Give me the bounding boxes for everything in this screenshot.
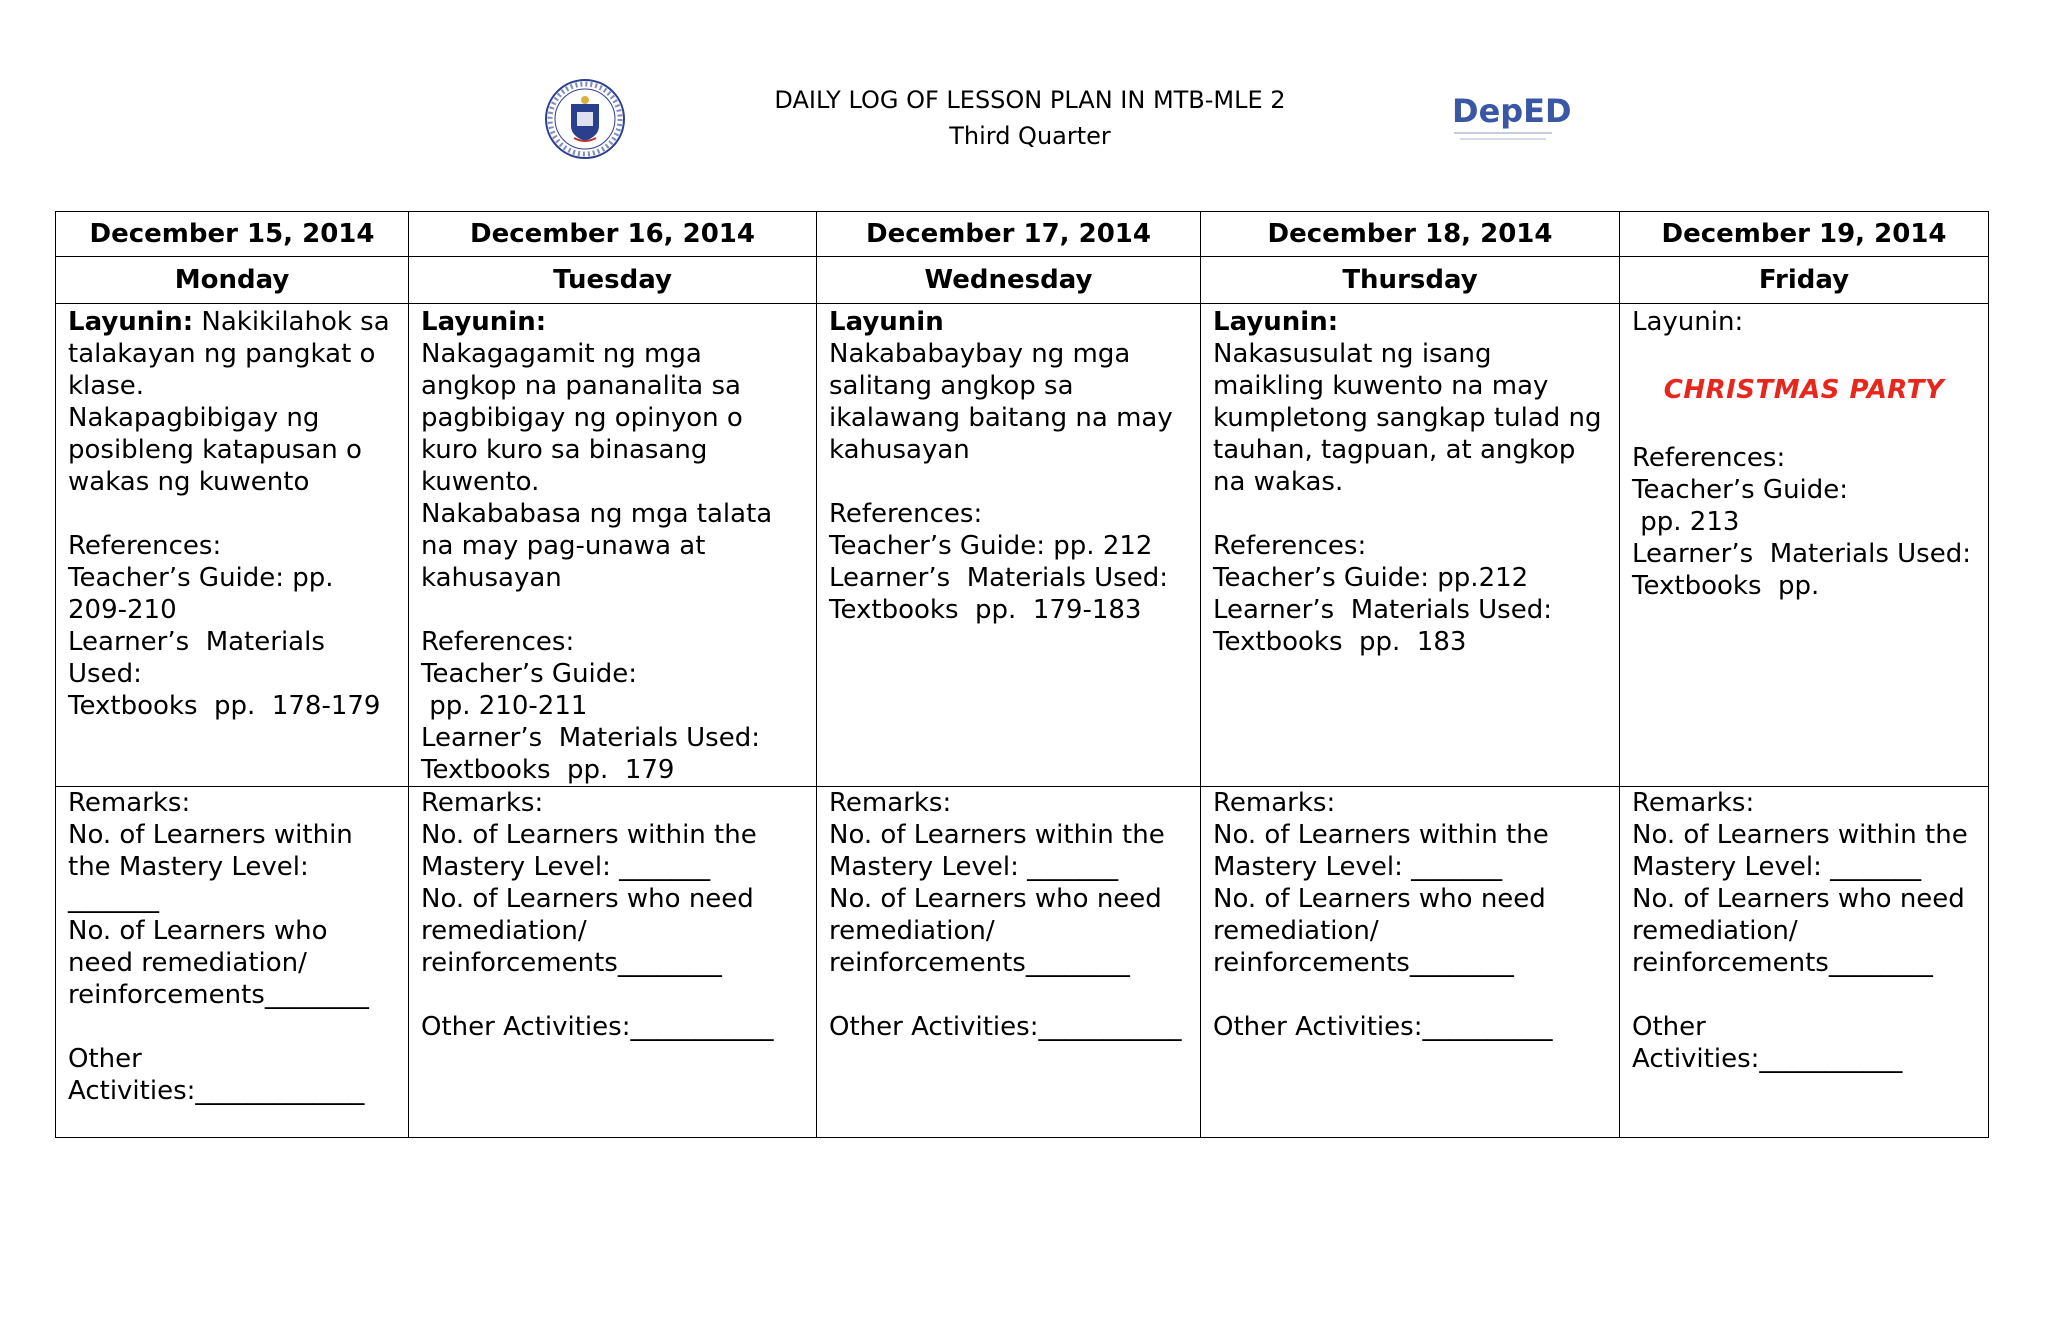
- teachers-guide: Teacher’s Guide:: [421, 659, 638, 689]
- other-activities: Other Activities:__________: [1213, 1012, 1553, 1042]
- date-cell: December 18, 2014: [1201, 212, 1620, 257]
- textbooks: Textbooks pp. 179: [421, 755, 675, 785]
- teachers-guide-pages: pp. 210-211: [421, 691, 588, 721]
- date-cell: December 15, 2014: [56, 212, 409, 257]
- day-cell: Wednesday: [817, 257, 1201, 304]
- date-header-row: [56, 212, 1989, 257]
- day-cell: Thursday: [1201, 257, 1620, 304]
- date-cell: December 19, 2014: [1620, 212, 1989, 257]
- day-header-row: [56, 257, 1989, 304]
- remarks-label: Remarks:: [1632, 788, 1755, 818]
- lesson-log-table: [55, 211, 1989, 1138]
- remarks-cell-monday: [56, 787, 409, 1138]
- remarks-cell-wednesday: [817, 787, 1201, 1138]
- teachers-guide: Teacher’s Guide: pp.212: [1213, 563, 1529, 593]
- teachers-guide: Teacher’s Guide: pp. 209-210: [68, 563, 342, 625]
- references-label: References:: [68, 531, 222, 561]
- mastery-level: No. of Learners within the Mastery Level: _______: [1213, 820, 1557, 882]
- deped-logo: [1450, 88, 1572, 146]
- remarks-row: [56, 787, 1989, 1138]
- christmas-party-banner: CHRISTMAS PARTY: [1663, 375, 1945, 405]
- objective-label: Layunin:: [68, 307, 194, 337]
- deped-seal-icon: [544, 78, 626, 160]
- objective-more: Nakapagbibigay ng posibleng katapusan o wakas ng kuwento: [68, 403, 371, 497]
- teachers-guide: Teacher’s Guide: pp. 212: [829, 531, 1153, 561]
- references-label: References:: [1632, 443, 1786, 473]
- objective-cell-monday: [56, 304, 409, 787]
- remarks-cell-friday: [1620, 787, 1989, 1138]
- references-label: References:: [1213, 531, 1367, 561]
- date-cell: December 16, 2014: [409, 212, 817, 257]
- textbooks: Textbooks pp. 183: [1213, 627, 1467, 657]
- remarks-label: Remarks:: [421, 788, 544, 818]
- remarks-label: Remarks:: [68, 788, 191, 818]
- references-label: References:: [829, 499, 983, 529]
- learners-materials: Learner’s Materials Used:: [1632, 539, 1971, 569]
- objective-cell-wednesday: [817, 304, 1201, 787]
- mastery-level: No. of Learners within the Mastery Level: _______: [1632, 820, 1976, 882]
- objectives-row: [56, 304, 1989, 787]
- objective-label: Layunin:: [1632, 307, 1744, 337]
- objective-text: Nakababaybay ng mga salitang angkop sa ikalawang baitang na may kahusayan: [829, 339, 1181, 465]
- objective-text: Nakasusulat ng isang maikling kuwento na may kumpletong sangkap tulad ng tauhan, tagpuan, at angkop na wakas.: [1213, 339, 1610, 497]
- objective-label: Layunin:: [1213, 307, 1339, 337]
- other-activities: Other Activities:___________: [421, 1012, 774, 1042]
- document-subtitle: Third Quarter: [949, 122, 1111, 150]
- deped-logo-text: DepED: [1452, 92, 1572, 130]
- other-activities: Other Activities:___________: [1632, 1012, 1903, 1074]
- remediation: No. of Learners who need remediation/ reinforcements________: [421, 884, 763, 978]
- textbooks: Textbooks pp.: [1632, 571, 1820, 601]
- objective-cell-tuesday: [409, 304, 817, 787]
- remarks-label: Remarks:: [1213, 788, 1336, 818]
- objective-cell-thursday: [1201, 304, 1620, 787]
- teachers-guide-pages: pp. 213: [1632, 507, 1740, 537]
- objective-label: Layunin:: [421, 307, 547, 337]
- references-label: References:: [421, 627, 575, 657]
- objective-label: Layunin: [829, 307, 944, 337]
- textbooks: Textbooks pp. 178-179: [68, 691, 381, 721]
- document-title: DAILY LOG OF LESSON PLAN IN MTB-MLE 2: [774, 86, 1286, 114]
- other-activities: Other Activities:___________: [829, 1012, 1182, 1042]
- teachers-guide: Teacher’s Guide:: [1632, 475, 1849, 505]
- other-activities: Other Activities:_____________: [68, 1044, 365, 1106]
- learners-materials: Learner’s Materials Used:: [68, 627, 334, 689]
- mastery-level: No. of Learners within the Mastery Level: _______: [421, 820, 765, 882]
- remediation: No. of Learners who need remediation/ reinforcements________: [68, 916, 369, 1010]
- objective-text: Nakagagamit ng mga angkop na pananalita sa pagbibigay ng opinyon o kuro kuro sa binasang kuwento.: [421, 339, 752, 497]
- remediation: No. of Learners who need remediation/ reinforcements________: [829, 884, 1171, 978]
- mastery-level: No. of Learners within the Mastery Level: _______: [829, 820, 1173, 882]
- objective-cell-friday: [1620, 304, 1989, 787]
- day-cell: Friday: [1620, 257, 1989, 304]
- remarks-label: Remarks:: [829, 788, 952, 818]
- day-cell: Tuesday: [409, 257, 817, 304]
- learners-materials: Learner’s Materials Used:: [829, 563, 1168, 593]
- remediation: No. of Learners who need remediation/ reinforcements________: [1213, 884, 1555, 978]
- textbooks: Textbooks pp. 179-183: [829, 595, 1142, 625]
- learners-materials: Learner’s Materials Used:: [421, 723, 760, 753]
- objective-text: Nakikilahok sa talakayan ng pangkat o klase.: [68, 307, 390, 401]
- day-cell: Monday: [56, 257, 409, 304]
- remarks-cell-tuesday: [409, 787, 817, 1138]
- mastery-level: No. of Learners within the Mastery Level: _______: [68, 820, 362, 914]
- objective-more: Nakababasa ng mga talata na may pag-unawa at kahusayan: [421, 499, 781, 593]
- date-cell: December 17, 2014: [817, 212, 1201, 257]
- remediation: No. of Learners who need remediation/ reinforcements________: [1632, 884, 1974, 978]
- learners-materials: Learner’s Materials Used:: [1213, 595, 1552, 625]
- remarks-cell-thursday: [1201, 787, 1620, 1138]
